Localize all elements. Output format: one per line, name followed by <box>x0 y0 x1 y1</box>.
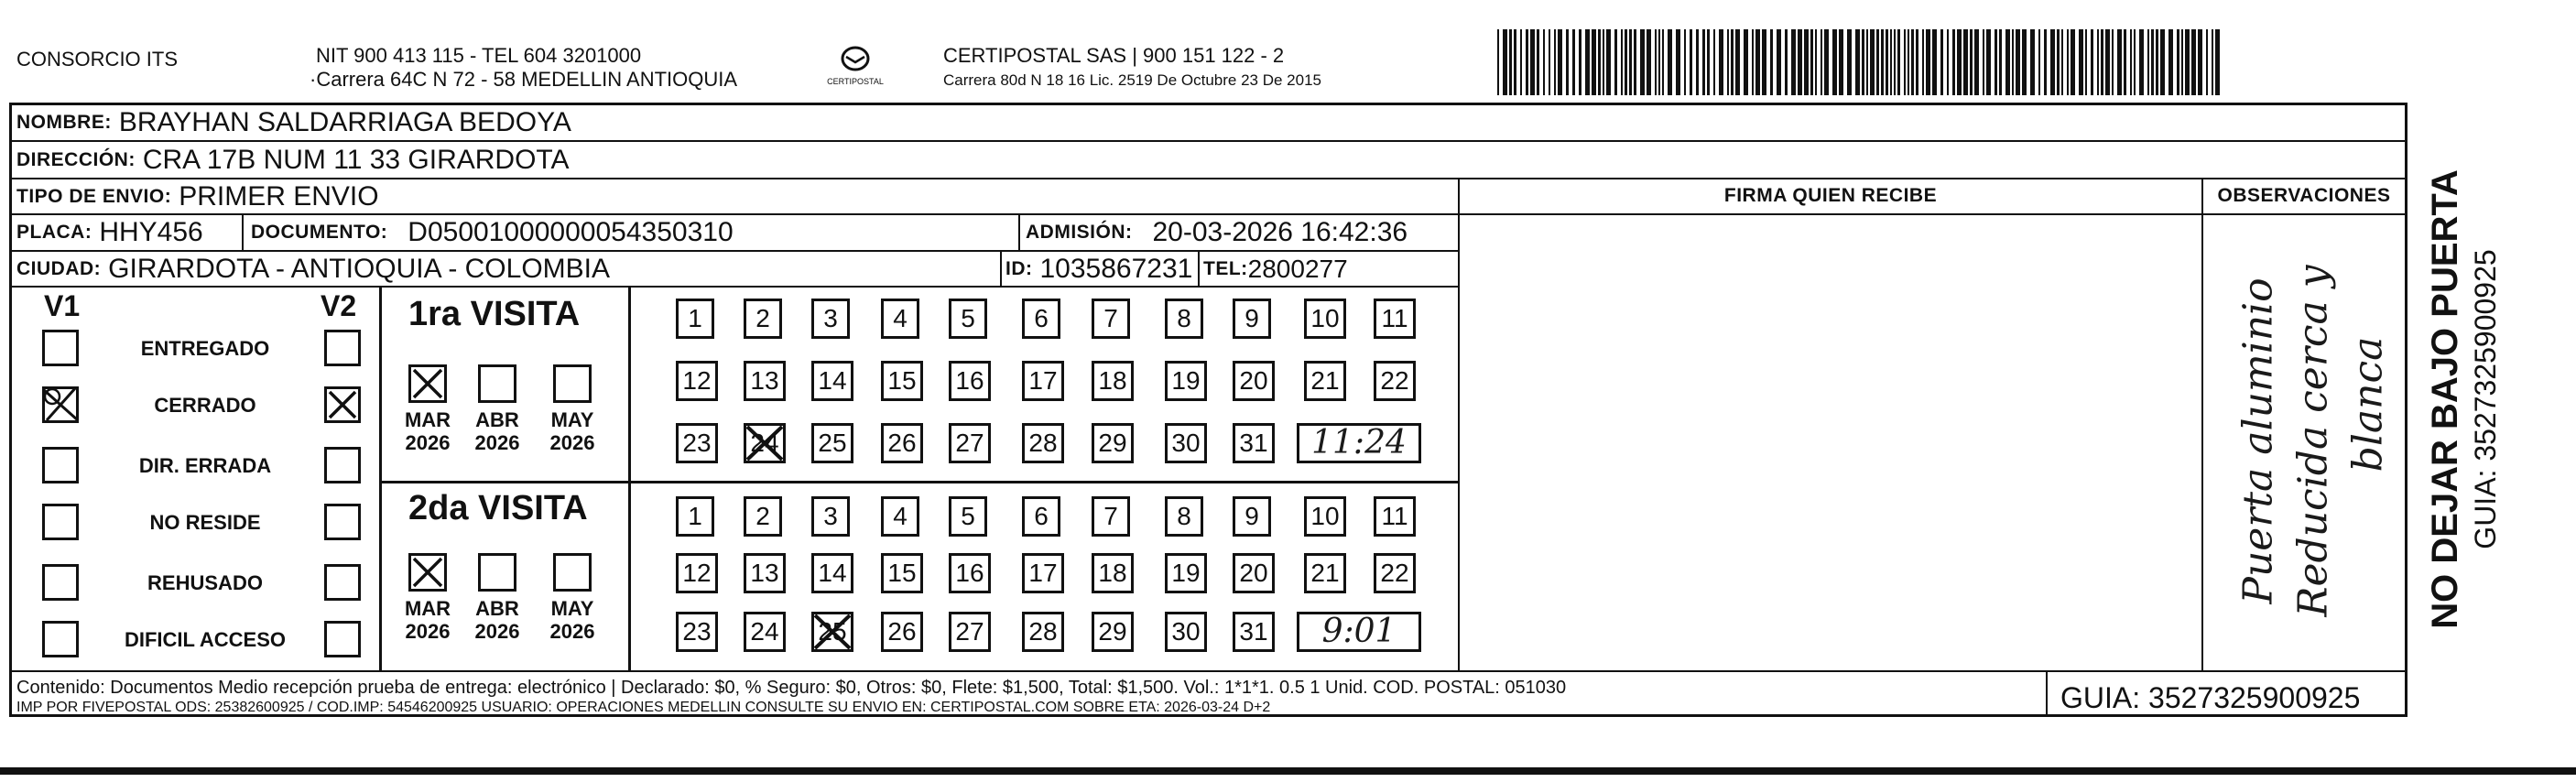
day-box[interactable]: 15 <box>881 553 923 593</box>
day-box[interactable]: 28 <box>1022 423 1064 463</box>
day-box[interactable]: 8 <box>1165 299 1203 339</box>
day-box[interactable]: 20 <box>1233 361 1275 401</box>
footer-imp-line: IMP POR FIVEPOSTAL ODS: 25382600925 / COD.IMP: 54546200925 USUARIO: OPERACIONES MEDELLIN CONSULTE SU ENVIO EN: CERTIPOSTAL.COM SOBRE ETA: 2026-03-24 D+2 <box>16 700 1271 715</box>
address-label: DIRECCIÓN: <box>16 148 136 170</box>
day-box-marked[interactable]: 24 <box>744 423 786 463</box>
shipping-type-value: PRIMER ENVIO <box>179 180 379 212</box>
address-row <box>16 143 570 177</box>
day-box[interactable]: 1 <box>676 496 714 537</box>
logo-text: CERTIPOSTAL <box>827 77 884 86</box>
admission-value: 20-03-2026 16:42:36 <box>1152 216 1408 247</box>
day-box[interactable]: 18 <box>1092 553 1134 593</box>
v2-checkbox[interactable] <box>324 330 361 366</box>
id-label: ID: <box>1005 257 1033 279</box>
month-label: ABR 2026 <box>474 408 520 454</box>
day-box[interactable]: 26 <box>881 612 923 652</box>
month-label: MAY 2026 <box>549 597 595 643</box>
day-box[interactable]: 26 <box>881 423 923 463</box>
day-box[interactable]: 19 <box>1165 553 1207 593</box>
city-row <box>16 252 610 286</box>
day-box[interactable]: 16 <box>949 361 991 401</box>
v1-checkbox[interactable] <box>42 564 79 601</box>
recipient-address: CRA 17B NUM 11 33 GIRARDOTA <box>142 144 570 175</box>
v2-checkbox[interactable] <box>324 504 361 540</box>
name-label: NOMBRE: <box>16 111 112 133</box>
day-box[interactable]: 9 <box>1233 299 1271 339</box>
shipping-type-label: TIPO DE ENVIO: <box>16 185 172 207</box>
status-label: CERRADO <box>154 394 256 417</box>
document-row <box>251 215 734 249</box>
day-box[interactable]: 30 <box>1165 612 1207 652</box>
status-label: DIR. ERRADA <box>138 454 272 477</box>
day-box[interactable]: 22 <box>1374 553 1416 593</box>
tel-row <box>1203 252 1348 286</box>
day-box[interactable]: 4 <box>881 299 919 339</box>
day-box[interactable]: 15 <box>881 361 923 401</box>
month-checkbox[interactable] <box>553 364 592 403</box>
name-row <box>16 105 571 139</box>
day-box[interactable]: 14 <box>811 361 853 401</box>
day-box[interactable]: 21 <box>1304 553 1346 593</box>
v1-checkbox[interactable] <box>42 504 79 540</box>
v1-checkbox[interactable] <box>42 621 79 657</box>
status-label: REHUSADO <box>147 571 263 594</box>
month-label: MAR 2026 <box>404 408 451 454</box>
day-box[interactable]: 13 <box>744 361 786 401</box>
observations-area <box>2203 216 2405 670</box>
day-box[interactable]: 17 <box>1022 553 1064 593</box>
shipping-type-row <box>16 179 379 213</box>
v1-checkbox[interactable] <box>42 447 79 483</box>
day-box[interactable]: 22 <box>1374 361 1416 401</box>
v2-checkbox[interactable] <box>324 621 361 657</box>
side-guia: GUIA: 3527325900925 <box>2469 249 2502 549</box>
plate-value: HHY456 <box>99 216 203 247</box>
city-value: GIRARDOTA - ANTIOQUIA - COLOMBIA <box>108 253 611 284</box>
day-box-marked[interactable]: 25 <box>811 612 853 652</box>
observations-header: OBSERVACIONES <box>2217 185 2391 206</box>
day-box[interactable]: 10 <box>1304 496 1346 537</box>
status-label: ENTREGADO <box>140 337 270 360</box>
handwritten-time: 11:24 <box>1311 424 1407 462</box>
handwritten-time: 9:01 <box>1321 613 1397 650</box>
month-checkbox[interactable] <box>553 553 592 592</box>
company-name: CONSORCIO ITS <box>16 48 179 71</box>
day-box[interactable]: 19 <box>1165 361 1207 401</box>
city-label: CIUDAD: <box>16 257 102 279</box>
admission-row <box>1026 215 1408 249</box>
id-row <box>1005 252 1192 286</box>
time-box[interactable] <box>1297 423 1421 463</box>
day-box[interactable]: 13 <box>744 553 786 593</box>
day-box[interactable]: 7 <box>1092 299 1130 339</box>
day-box[interactable]: 6 <box>1022 299 1060 339</box>
day-box[interactable]: 17 <box>1022 361 1064 401</box>
day-box[interactable]: 20 <box>1233 553 1275 593</box>
v1-checkbox-marked[interactable] <box>42 386 79 423</box>
day-box[interactable]: 1 <box>676 299 714 339</box>
observation-line-3: blanca <box>2344 336 2392 472</box>
month-checkbox-marked[interactable] <box>408 553 447 592</box>
day-box[interactable]: 8 <box>1165 496 1203 537</box>
day-box[interactable]: 10 <box>1304 299 1346 339</box>
v2-checkbox-marked[interactable] <box>324 386 361 423</box>
day-box[interactable]: 27 <box>949 612 991 652</box>
day-box[interactable]: 30 <box>1165 423 1207 463</box>
day-box[interactable]: 9 <box>1233 496 1271 537</box>
day-box[interactable]: 2 <box>744 496 782 537</box>
tel-value: 2800277 <box>1247 254 1348 283</box>
v2-checkbox[interactable] <box>324 447 361 483</box>
tel-label: TEL: <box>1203 257 1248 279</box>
day-box[interactable]: 28 <box>1022 612 1064 652</box>
document-value: D05001000000054350310 <box>408 216 734 247</box>
document-label: DOCUMENTO: <box>251 221 388 243</box>
day-box[interactable]: 29 <box>1092 612 1134 652</box>
day-box[interactable]: 14 <box>811 553 853 593</box>
day-box[interactable]: 12 <box>676 553 718 593</box>
day-box[interactable]: 3 <box>811 299 850 339</box>
day-box[interactable]: 24 <box>744 612 786 652</box>
day-box[interactable]: 23 <box>676 612 718 652</box>
month-label: ABR 2026 <box>474 597 520 643</box>
side-warning: NO DEJAR BAJO PUERTA <box>2425 169 2465 629</box>
day-box[interactable]: 6 <box>1022 496 1060 537</box>
day-box[interactable]: 25 <box>811 423 853 463</box>
day-box[interactable]: 5 <box>949 299 987 339</box>
status-label: NO RESIDE <box>149 511 261 534</box>
barcode <box>1497 29 2230 95</box>
day-box[interactable]: 21 <box>1304 361 1346 401</box>
month-checkbox[interactable] <box>478 553 516 592</box>
observation-line-2: Reducida cerca y <box>2289 265 2337 617</box>
first-visit-title: 1ra VISITA <box>408 295 581 333</box>
carrier-line: CERTIPOSTAL SAS | 900 151 122 - 2 <box>943 44 1285 67</box>
recipient-name: BRAYHAN SALDARRIAGA BEDOYA <box>118 106 571 137</box>
day-box[interactable]: 11 <box>1374 299 1416 339</box>
id-value: 1035867231 <box>1039 253 1193 284</box>
v2-checkbox[interactable] <box>324 564 361 601</box>
footer-content-line: Contenido: Documentos Medio recepción prueba de entrega: electrónico | Declarado: $0, % Seguro: $0, Otros: $0, Flete: $1,500, Total: $1,500. Vol.: 1*1*1. 0.5 1 Unid. COD. POSTAL: 051030 <box>16 678 1567 698</box>
second-visit-title: 2da VISITA <box>408 489 588 527</box>
day-box[interactable]: 16 <box>949 553 991 593</box>
admission-label: ADMISIÓN: <box>1026 221 1133 243</box>
time-box[interactable] <box>1297 612 1421 652</box>
day-box[interactable]: 29 <box>1092 423 1134 463</box>
day-box[interactable]: 31 <box>1233 612 1275 652</box>
month-label: MAR 2026 <box>404 597 451 643</box>
v2-label: V2 <box>321 289 357 322</box>
day-box[interactable]: 5 <box>949 496 987 537</box>
day-box[interactable]: 7 <box>1092 496 1130 537</box>
carrier-license: Carrera 80d N 18 16 Lic. 2519 De Octubre 23 De 2015 <box>943 71 1321 89</box>
status-label: DIFICIL ACCESO <box>124 628 286 651</box>
day-box[interactable]: 23 <box>676 423 718 463</box>
nit-line: NIT 900 413 115 - TEL 604 3201000 <box>316 44 642 67</box>
day-box[interactable]: 4 <box>881 496 919 537</box>
day-box[interactable]: 31 <box>1233 423 1275 463</box>
v1-label: V1 <box>44 289 81 322</box>
month-checkbox[interactable] <box>478 364 516 403</box>
v1-checkbox[interactable] <box>42 330 79 366</box>
day-box[interactable]: 18 <box>1092 361 1134 401</box>
signature-header: FIRMA QUIEN RECIBE <box>1723 185 1938 206</box>
plate-label: PLACA: <box>16 221 92 243</box>
month-checkbox-marked[interactable] <box>408 364 447 403</box>
day-box[interactable]: 3 <box>811 496 850 537</box>
day-box[interactable]: 11 <box>1374 496 1416 537</box>
day-box[interactable]: 27 <box>949 423 991 463</box>
certipostal-logo <box>821 40 890 92</box>
plate-row <box>16 215 203 249</box>
day-box[interactable]: 2 <box>744 299 782 339</box>
observation-line-1: Puerta aluminio <box>2234 277 2282 604</box>
footer-guia: GUIA: 3527325900925 <box>2060 681 2361 714</box>
company-address: ·Carrera 64C N 72 - 58 MEDELLIN ANTIOQUIA <box>310 68 738 91</box>
month-label: MAY 2026 <box>549 408 595 454</box>
day-box[interactable]: 12 <box>676 361 718 401</box>
